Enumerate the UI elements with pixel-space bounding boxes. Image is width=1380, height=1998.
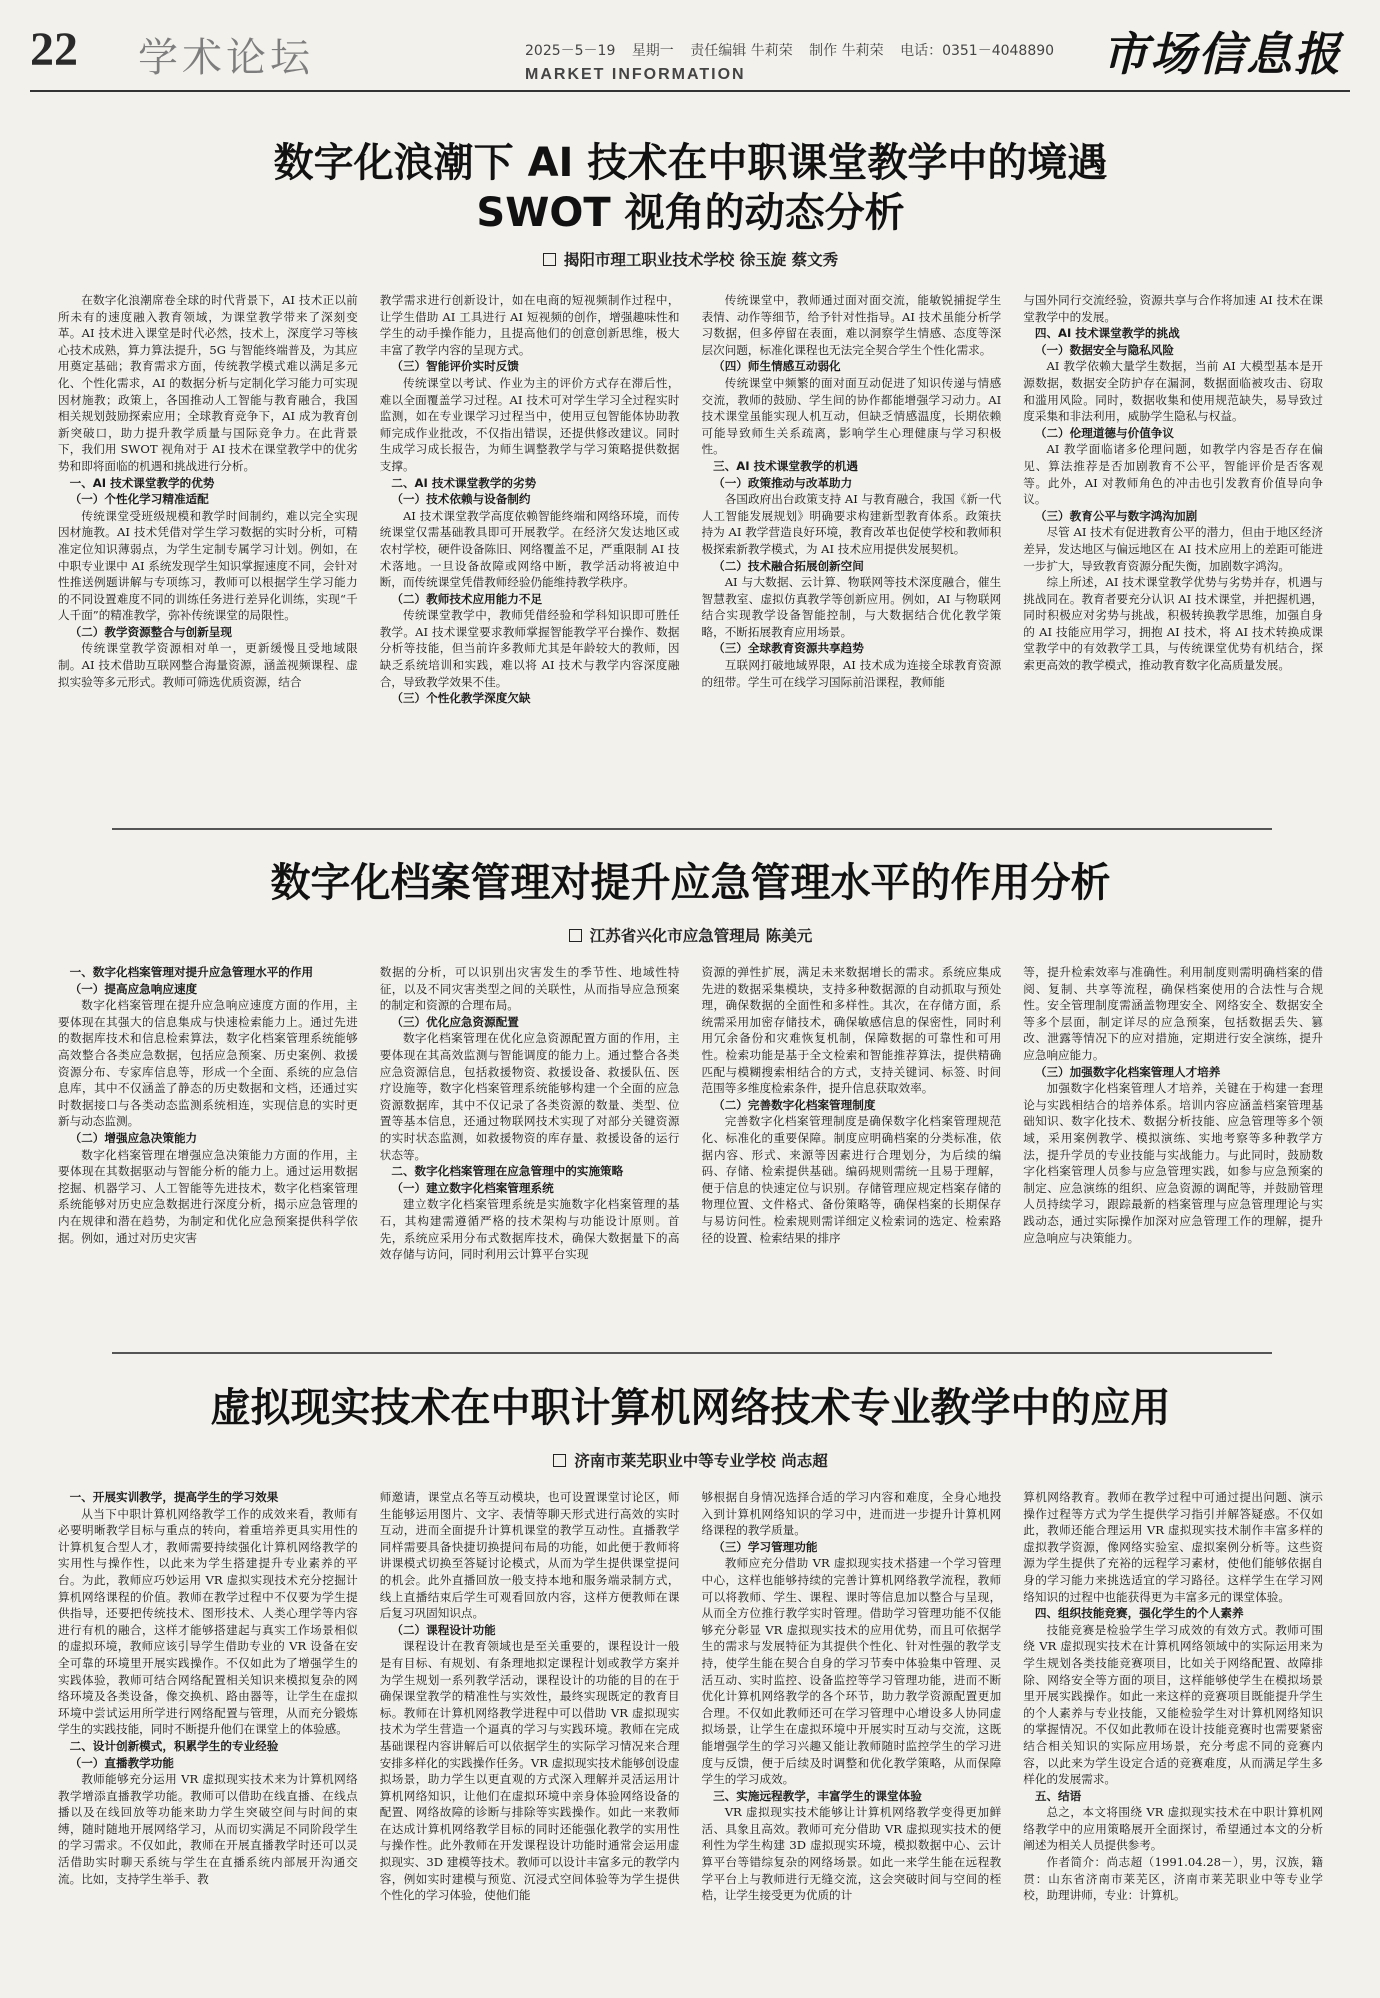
paragraph: 互联网打破地域界限，AI 技术成为连接全球教育资源的纽带。学生可在线学习国际前沿课程，教师能 [701, 658, 1002, 689]
paragraph-continued: 数据的分析，可以识别出灾害发生的季节性、地域性特征，以及不同灾害类型之间的关联性，从而指导应急预案的制定和资源的合理布局。 [379, 965, 680, 1013]
body-column [702, 964, 1002, 1289]
article-body [58, 292, 1323, 832]
body-column [1023, 964, 1323, 1289]
body-column [58, 1489, 358, 1998]
paragraph: 数字化档案管理在提升应急响应速度方面的作用，主要体现在其强大的信息集成与快速检索能力上。通过先进的数据库技术和信息检索算法，数字化档案管理系统能够高效整合各类应急数据，包括应急预案、历史案例、救援资源分布、专家库信息等，形成一个全面、系统的应急信息库，其中不仅涵盖了静态的历史数据和文档，还通过实时数据接口与各类动态监测系统相连，实现信息的实时更新与动态监测。 [58, 998, 358, 1129]
paragraph: 传统课堂以考试、作业为主的评价方式存在滞后性，难以全面覆盖学习过程。AI 技术可对学生学习全过程实时监测，如在专业课学习过程当中，使用豆包智能体协助教师完成作业批改，不仅指出错误，还提供修改建议。同时生成学习成长报告，为师生调整教学与学习策略提供数据支撑。 [379, 375, 680, 473]
paragraph: 总之，本文将围绕 VR 虚拟现实技术在中职计算机网络教学中的应用策略展开全面探讨，希望通过本文的分析阐述为相关人员提供参考。 [1023, 1805, 1323, 1853]
paragraph: 课程设计在教育领域也是至关重要的，课程设计一般是有目标、有规划、有条理地拟定课程计划或教学方案并为学生规划一系列教学活动，课程设计的功能的目的在于确保课堂教学的精准性与实效性，最终实现既定的教育目标。教师在计算机网络教学进程中可以借助 VR 虚拟现实技术为学生营造一个逼真的学习与实践环境。教师在完成基础课程内容讲解后可以依据学生的实际学习情况来合理安排多样化的实践操作任务。VR 虚拟现实技术能够创设虚拟场景，助力学生以更直观的方式深入理解并灵活运用计算机网络知识，让他们在虚拟环境中亲身体验网络设备的配置、网络故障的诊断与排除等实践操作。如此一来教师在达成计算机网络教学目标的同时还能强化教学的实用性与操作性。此外教师在开发课程设计功能时通常会运用虚拟现实、3D 建模等技术。教师可以设计丰富多元的教学内容，例如实时建模与预览、沉浸式空间体验等为学生提供个性化的学习体验，使他们能 [379, 1639, 680, 1903]
paragraph: 从当下中职计算机网络教学工作的成效来看，教师有必要明晰教学目标与重点的转向，着重培养更具实用性的计算机复合型人才，教师需要持续强化计算机网络教学的实用性与操作性，以此来为学生搭建提升专业素养的平台。为此，教师应巧妙运用 VR 虚拟实现技术充分挖掘计算机网络课程的价值。教师在教学过程中不仅要为学生提供指导，还要把传统技术、图形技术、人类心理学等内容进行有机的融合，这样才能够搭建起与真实工作场景相似的虚拟环境，教师应该引导学生借助专业的 VR 设备在安全可靠的环境里开展实践操作。不仅如此为了增强学生的实践体验，教师可结合网络配置相关知识来模拟复杂的网络环境及各类设备，像交换机、路由器等，让学生在虚拟环境中尝试运用所学进行网络配置与管理，从而充分锻炼学生的实践技能，同时不断提升他们在课堂上的体验感。 [58, 1506, 358, 1737]
subsection-heading: （四）师生情感互动弱化 [713, 359, 841, 374]
body-column [380, 964, 680, 1289]
paragraph: AI 教学面临诸多伦理问题，如教学内容是否存在偏见、算法推荐是否加剧教育不公平，智能评价是否客观等。此外，AI 对教师角色的冲击也引发教育价值导向争议。 [1023, 442, 1323, 507]
section-heading: 四、组织技能竞赛，强化学生的个人素养 [1034, 1606, 1244, 1621]
article-ai-swot [58, 138, 1323, 832]
article-separator [112, 828, 1272, 830]
body-column [1023, 292, 1323, 832]
paragraph: AI 技术课堂教学高度依赖智能终端和网络环境，而传统课堂仅需基础教具即可开展教学。在经济欠发达地区或农村学校，硬件设备陈旧、网络覆盖不足，严重限制 AI 技术落地。一旦设备故障或网络中断，教学活动将被迫中断，而传统课堂凭借教师经验仍能维持教学秩序。 [379, 508, 680, 590]
paper-logo: 市场信息报 [1102, 27, 1342, 81]
issue-phone: 电话：0351－4048890 [900, 43, 1055, 59]
section-heading: 一、开展实训教学，提高学生的学习效果 [69, 1490, 279, 1504]
subsection-heading: （一）提高应急响应速度 [69, 981, 198, 996]
paragraph: 建立数字化档案管理系统是实施数字化档案管理的基石，其构建需遵循严格的技术架构与功能设计原则。首先，系统应采用分布式数据库技术，确保大数据量下的高效存储与访问，同时利用云计算平台实现 [379, 1197, 680, 1262]
paragraph-continued: 算机网络教育。教师在教学过程中可通过提出问题、演示操作过程等方式为学生提供学习指引并解答疑惑。不仅如此，教师还能合理运用 VR 虚拟现实技术制作丰富多样的虚拟教学资源，像网络实验室、虚拟案例分析等。这些资源为学生提供了充裕的远程学习素材，使他们能够依据自身的学习能力来挑选适宜的学习路径。这样学生在学习网络知识的过程中也能获得更为丰富多元的课堂体验。 [1023, 1490, 1323, 1604]
article-byline [58, 1449, 1323, 1471]
subsection-heading: （三）全球教育资源共享趋势 [713, 641, 864, 656]
section-heading: 一、AI 技术课堂教学的优势 [69, 475, 215, 490]
subsection-heading: （三）加强数字化档案管理人才培养 [1034, 1064, 1221, 1079]
paragraph-continued: 教学需求进行创新设计，如在电商的短视频制作过程中，让学生借助 AI 工具进行 AI 短视频的创作，增强趣味性和学生的动手操作能力，且提高他们的创意创新思维，极大丰富了教学内容的呈现方式。 [379, 293, 680, 357]
subsection-heading: （一）建立数字化档案管理系统 [391, 1180, 554, 1195]
article-body [58, 1489, 1323, 1998]
article-title: 数字化档案管理对提升应急管理水平的作用分析 [270, 860, 1111, 906]
article-byline [58, 924, 1323, 946]
subsection-heading: （二）教学资源整合与创新呈现 [69, 624, 232, 639]
subsection-heading: （二）教师技术应用能力不足 [391, 591, 543, 606]
article-body [58, 964, 1323, 1289]
paragraph: 各国政府出台政策支持 AI 与教育融合，我国《新一代人工智能发展规划》明确要求构建新型教育体系。政策扶持为 AI 教学营造良好环境，教育改革也促使学校和教师积极探索新教学模式，为 AI 技术应用提供发展契机。 [701, 492, 1002, 556]
subsection-heading: （二）完善数字化档案管理制度 [713, 1097, 876, 1112]
issue-producer: 制作 牛莉荣 [809, 43, 884, 59]
masthead-rule [30, 90, 1350, 92]
article-title-line2: SWOT 视角的动态分析 [476, 190, 905, 236]
issue-meta [525, 40, 1066, 60]
issue-editor: 责任编辑 牛莉荣 [690, 43, 793, 59]
section-heading: 四、AI 技术课堂教学的挑战 [1034, 326, 1180, 341]
paragraph: 技能竞赛是检验学生学习成效的有效方式。教师可围绕 VR 虚拟现实技术在计算机网络领域中的实际运用来为学生规划各类技能竞赛项目，比如关于网络配置、故障排除、网络安全等方面的项目，这样能够使学生在模拟场景里开展实践操作。如此一来这样的竞赛项目既能提升学生的个人素养与专业技能，又能检验学生对计算机网络知识的掌握情况。不仅如此教师在设计技能竞赛时也需要紧密结合相关知识的实际应用场景，充分考虑不同的竞赛内容，以此来为学生设定合适的竞赛难度，从而满足学生多样化的发展需求。 [1023, 1622, 1323, 1787]
page-number: 22 [30, 23, 78, 76]
article-archive-emergency [58, 858, 1323, 1289]
subsection-heading: （三）智能评价实时反馈 [391, 359, 519, 374]
paragraph: 在数字化浪潮席卷全球的时代背景下，AI 技术正以前所未有的速度融入教育领域，为课堂教学带来了深刻变革。AI 技术进入课堂是时代必然，技术上，深度学习等核心技术成熟，算力算法提升，5G 与智能终端普及，为其应用奠定基础；教育需求方面，传统教学模式难以满足多元化、个性化需求，AI 的数据分析与定制化学习能力可实现因材施教；政策上，各国推动人工智能与教育融合，我国相关规划鼓励探索应用；全球教育竞争下，AI 成为教育创新突破口，助力提升教学质量与国际竞争力。在此背景下，我们用 SWOT 视角对于 AI 技术在课堂教学中的优劣势和即将面临的机遇和挑战进行分析。 [58, 293, 358, 473]
subsection-heading: （三）教育公平与数字鸿沟加剧 [1034, 508, 1198, 523]
body-column [380, 1489, 680, 1998]
article-separator [112, 1352, 1272, 1354]
paragraph: 教师应充分借助 VR 虚拟现实技术搭建一个学习管理中心，这样也能够持续的完善计算机网络教学流程，教师可以将教师、学生、课程、课时等信息加以整合与呈现，从而全方位推行教学实时管理。借助学习管理功能不仅能够充分彰显 VR 虚拟现实技术的应用优势，而且可依据学生的需求与发展特征为其提供个性化、针对性强的教学支持，使学生能在契合自身的学习节奏中体验集中管理、灵活互动、实时监控、设备监控等学习管理功能，进而不断优化计算机网络教学的各个环节，助力教学资源配置更加合理。不仅如此教师还可在学习管理中心增设多人协同虚拟场景，让学生在虚拟环境中开展实时互动与交流，这既能增强学生的学习兴趣又能让教师随时监控学生的学习进度与反馈，便于后续及时调整和优化教学策略，从而保障学生的学习成效。 [701, 1556, 1002, 1787]
body-column [58, 292, 358, 832]
paragraph: 综上所述，AI 技术课堂教学优势与劣势并存，机遇与挑战同在。教育者要充分认识 AI 技术课堂，并把握机遇，同时积极应对劣势与挑战，积极转换教学思维，加强自身的 AI 技能应用学习，拥抱 AI 技术，将 AI 技术转换成课堂教学中的有效教学工具，与传统课堂优势有机结合，探索更高效的教学模式，推动教育数字化高质量发展。 [1023, 575, 1323, 673]
paragraph: 传统课堂教学中，教师凭借经验和学科知识即可胜任教学。AI 技术课堂要求教师掌握智能教学平台操作、数据分析等技能，但当前许多教师尤其是年龄较大的教师，因缺乏系统培训和实践，难以将 AI 技术与教学内容深度融合，导致教学效果不佳。 [379, 608, 680, 689]
byline-text: 江苏省兴化市应急管理局 陈美元 [589, 927, 813, 945]
paragraph-continued: 够根据自身情况选择合适的学习内容和难度，全身心地投入到计算机网络知识的学习中，进而进一步提升计算机网络课程的教学质量。 [701, 1490, 1002, 1538]
subsection-heading: （二）增强应急决策能力 [69, 1130, 198, 1145]
subsection-heading: （一）直播教学功能 [69, 1755, 174, 1770]
paragraph: AI 教学依赖大量学生数据，当前 AI 大模型基本是开源数据，数据安全防护存在漏洞，数据面临被攻击、窃取和滥用风险。同时，数据收集和使用规范缺失，易导致过度采集和非法利用，威胁学生隐私与权益。 [1023, 359, 1323, 424]
paragraph: 加强数字化档案管理人才培养，关键在于构建一套理论与实践相结合的培养体系。培训内容应涵盖档案管理基础知识、数字化技术、数据分析技能、应急管理等多个领域，采用案例教学、模拟演练、实地考察等多种教学方法，提升学员的专业技能与实战能力。与此同时，鼓励数字化档案管理人员参与应急管理实践，如参与应急预案的制定、应急演练的组织、应急资源的调配等，并鼓励管理人员持续学习，跟踪最新的档案管理与应急管理理论与实践动态，通过实际操作加深对应急管理工作的理解，提升应急响应与决策能力。 [1023, 1081, 1323, 1245]
subsection-heading: （一）数据安全与隐私风险 [1034, 342, 1174, 357]
paragraph: 完善数字化档案管理制度是确保数字化档案管理规范化、标准化的重要保障。制度应明确档案的分类标准，依据内容、形式、来源等因素进行合理划分，为后续的编码、存储、检索提供基础。编码规则需统一且易于理解，便于信息的快速定位与识别。存储管理应规定档案存储的物理位置、文件格式、备份策略等，确保档案的长期保存与易访问性。检索规则需详细定义检索词的选定、检索路径的设置、检索结果的排序 [701, 1114, 1002, 1245]
subsection-heading: （三）个性化教学深度欠缺 [391, 691, 531, 706]
issue-weekday: 星期一 [631, 43, 674, 59]
section-heading: 五、结语 [1034, 1788, 1082, 1803]
body-column [380, 292, 680, 832]
article-byline [58, 248, 1323, 270]
article-title: 虚拟现实技术在中职计算机网络技术专业教学中的应用 [210, 1385, 1171, 1431]
article-title-line1: 数字化浪潮下 AI 技术在中职课堂教学中的境遇 [273, 140, 1108, 186]
paragraph: 传统课堂教学资源相对单一，更新缓慢且受地域限制。AI 技术借助互联网整合海量资源，涵盖视频课程、虚拟实验等多元形式。教师可筛选优质资源，结合 [58, 641, 358, 689]
body-column [1023, 1489, 1323, 1998]
subsection-heading: （一）个性化学习精准适配 [69, 492, 209, 507]
paragraph: 数字化档案管理在优化应急资源配置方面的作用，主要体现在其高效监测与智能调度的能力上。通过整合各类应急资源信息，包括救援物资、救援设备、救援队伍、医疗设施等，数字化档案管理系统能够构建一个全面的应急资源数据库，其中不仅记录了各类资源的数量、类型、位置等基本信息，还通过物联网技术实现了对部分关键资源的实时状态监测，如救援物资的库存量、救援设备的运行状态等。 [379, 1031, 680, 1162]
subsection-heading: （一）技术依赖与设备制约 [391, 492, 531, 507]
paragraph: 数字化档案管理在增强应急决策能力方面的作用，主要体现在其数据驱动与智能分析的能力上。通过运用数据挖掘、机器学习、人工智能等先进技术，数字化档案管理系统能够对历史应急数据进行深度分析，揭示应急管理的内在规律和潜在趋势，为制定和优化应急预案提供科学依据。例如，通过对历史灾害 [58, 1147, 358, 1245]
paragraph: 传统课堂中频繁的面对面互动促进了知识传递与情感交流，教师的鼓励、学生间的协作都能增强学习动力。AI 技术课堂虽能实现人机互动，但缺乏情感温度，长期依赖可能导致师生关系疏离，影响学生心理健康与学习积极性。 [701, 375, 1002, 457]
body-column [702, 1489, 1002, 1998]
paragraph: 教师能够充分运用 VR 虚拟现实技术来为计算机网络教学增添直播教学功能。教师可以借助在线直播、在线点播以及在线回放等功能来助力学生突破空间与时间的束缚，随时随地开展网络学习，从而切实满足不同阶段学生的学习需求。不仅如此，教师在开展直播教学时还可以灵活借助实时聊天系统与学生在直播系统内部展开沟通交流。比如，支持学生举手、教 [58, 1772, 358, 1886]
byline-text: 揭阳市理工职业技术学校 徐玉旋 蔡文秀 [563, 251, 839, 269]
issue-date: 2025－5－19 [525, 43, 616, 59]
section-heading: 三、实施远程教学，丰富学生的课堂体验 [713, 1788, 922, 1803]
paragraph-continued: 等，提升检索效率与准确性。利用制度则需明确档案的借阅、复制、共享等流程，确保档案使用的合法性与合规性。安全管理制度需涵盖物理安全、网络安全、数据安全等多个层面，制定详尽的应急预案，包括数据丢失、篡改、泄露等情况下的应对措施，定期进行安全演练，提升应急响应能力。 [1023, 965, 1323, 1062]
section-title: 学术论坛 [138, 35, 314, 81]
paragraph-continued: 资源的弹性扩展，满足未来数据增长的需求。系统应集成先进的数据采集模块，支持多种数据源的自动抓取与预处理，确保数据的全面性和多样性。其次，在存储方面，系统需采用加密存储技术，确保敏感信息的保密性，同时利用冗余备份和灾难恢复机制，保障数据的可靠性和可用性。检索功能是基于全文检索和智能推荐算法，提供精确匹配与模糊搜索相结合的方式，支持关键词、标签、时间范围等多维度检索条件，提升信息获取效率。 [701, 965, 1002, 1096]
paragraph-continued: 与国外同行交流经验，资源共享与合作将加速 AI 技术在课堂教学中的发展。 [1023, 293, 1323, 324]
paragraph: 尽管 AI 技术有促进教育公平的潜力，但由于地区经济差异，发达地区与偏远地区在 AI 技术应用上的差距可能进一步扩大，导致教育资源分配失衡，加剧数字鸿沟。 [1023, 525, 1323, 573]
section-heading: 二、数字化档案管理在应急管理中的实施策略 [391, 1164, 624, 1179]
byline-text: 济南市莱芜职业中等专业学校 尚志超 [574, 1452, 828, 1470]
subsection-heading: （二）课程设计功能 [391, 1622, 496, 1637]
body-column [58, 964, 358, 1289]
square-icon [543, 253, 556, 266]
section-heading: 二、设计创新模式，积累学生的专业经验 [69, 1738, 279, 1753]
section-heading: 三、AI 技术课堂教学的机遇 [713, 458, 858, 473]
paragraph: VR 虚拟现实技术能够让计算机网络教学变得更加鲜活、具象且高效。教师可充分借助 VR 虚拟现实技术的便利性为学生构建 3D 虚拟现实环境，模拟数据中心、云计算平台等错综复杂的网络场景。如此一来学生能在远程教学平台上与教师进行无缝交流，这会突破时间与空间的桎梏，让学生接受更为优质的计 [701, 1805, 1002, 1903]
subsection-heading: （二）技术融合拓展创新空间 [713, 558, 864, 573]
subsection-heading: （三）优化应急资源配置 [391, 1014, 519, 1029]
masthead [30, 18, 1350, 92]
paper-name-en: MARKET INFORMATION [525, 66, 746, 83]
section-heading: 二、AI 技术课堂教学的劣势 [391, 475, 537, 490]
paragraph: 传统课堂中，教师通过面对面交流，能敏锐捕捉学生表情、动作等细节，给予针对性指导。AI 技术虽能分析学习数据，但多停留在表面，难以洞察学生情感、态度等深层次问题，标准化课程也无法完全契合学生个性化需求。 [701, 293, 1002, 357]
subsection-heading: （一）政策推动与改革助力 [713, 475, 853, 490]
author-note: 作者简介：尚志超（1991.04.28－），男，汉族，籍贯：山东省济南市莱芜区，济南市莱芜职业中等专业学校，助理讲师，专业：计算机。 [1023, 1855, 1323, 1903]
subsection-heading: （二）伦理道德与价值争议 [1034, 425, 1174, 440]
square-icon [553, 1454, 566, 1467]
paragraph: AI 与大数据、云计算、物联网等技术深度融合，催生智慧教室、虚拟仿真教学等创新应用。例如，AI 与物联网结合实现教学设备智能控制，与大数据结合优化教学策略，不断拓展教育应用场景。 [701, 575, 1002, 639]
square-icon [569, 929, 582, 942]
section-heading: 一、数字化档案管理对提升应急管理水平的作用 [69, 965, 314, 979]
paragraph-continued: 师邀请，课堂点名等互动模块，也可设置课堂讨论区，师生能够运用图片、文字、表情等聊天形式进行高效的实时互动，进而全面提升计算机课堂的教学互动性。直播教学同样需要具备快捷切换提问布局的功能，如此便于教师将讲课模式切换至答疑讨论模式，从而为学生提供课堂提问的机会。此外直播回放一般支持本地和服务端录制方式，线上直播结束后学生可观看回放内容，这样方便教师在课后复习巩固知识点。 [379, 1490, 680, 1621]
paragraph: 传统课堂受班级规模和教学时间制约，难以完全实现因材施教。AI 技术凭借对学生学习数据的实时分析，可精准定位知识薄弱点，为学生定制专属学习计划。例如，在中职专业课中 AI 系统发现学生知识掌握速度不同，会针对性推送例题讲解与专项练习，教师可以根据学生学习能力的不同设置难度不同的训练任务进行差异化训练，实现“千人千面”的精准教学，弥补传统课堂的局限性。 [58, 508, 358, 623]
body-column [702, 292, 1002, 832]
article-vr-network [58, 1383, 1323, 1998]
subsection-heading: （三）学习管理功能 [713, 1539, 818, 1554]
